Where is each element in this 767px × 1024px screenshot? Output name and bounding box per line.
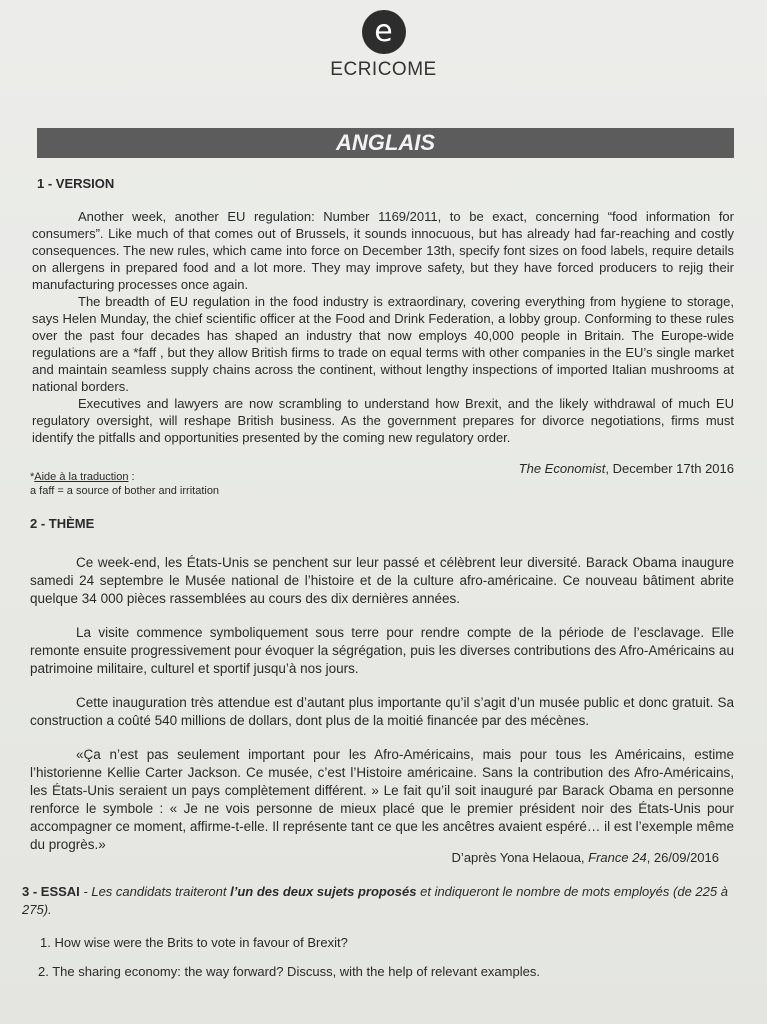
ecricome-logo [0,10,767,81]
theme-text [30,554,734,854]
essay-heading: 3 - ESSAI [22,884,80,899]
version-heading: 1 - VERSION [37,176,115,191]
translation-help [30,470,219,498]
essay-intro-end: et indiqueront le nombre de mots employés (de 225 à 275). [22,884,728,917]
logo-name: ECRICOME [330,59,437,80]
theme-paragraph: Ce week-end, les États-Unis se penchent sur leur passé et célèbrent leur diversité. Barack Obama inaugure samedi 24 septembre le Musée national de l’histoire et de la culture afro-américaine. Ce nouveau bâtiment abrite quelque 34 000 pièces rassemblées au cours des dix dernières années. [30,555,734,606]
essay-emphasis: l’un des deux sujets proposés [230,884,417,899]
version-paragraph: Executives and lawyers are now scrambling to understand how Brexit, and the likely withdrawal of much EU regulatory oversight, will reshape British business. As the government prepares for divorce negotiations, firms must identify the pitfalls and opportunities presented by the coming new regulatory order. [32,396,734,445]
version-text [32,208,734,446]
essay-question: 2. The sharing economy: the way forward? Discuss, with the help of relevant examples. [38,964,540,979]
source-date: , 26/09/2016 [646,850,719,865]
help-title: Aide à la traduction [34,471,129,483]
subject-banner: ANGLAIS [37,128,734,158]
logo-letter: e [374,14,393,49]
help-asterisk: * [30,471,35,483]
source-author: D’après Yona Helaoua, [451,850,589,865]
theme-source [452,850,719,865]
help-colon: : [128,471,135,483]
theme-paragraph: «Ça n’est pas seulement important pour les Afro-Américains, mais pour tous les Américains, estime l’historienne Kellie Carter Jackson. Ce musée, c’est l’Histoire américaine. Sans la contribution des Afro-Américains, les États-Unis seraient un pays complètement différent. » Le fait qu’il soit inauguré par Barack Obama en personne renforce le symbole : « Je ne vois personne de mieux placé que le premier président noir des États-Unis pour accompagner ce moment, affirme-t-elle. Il représente tant ce que les ancêtres avaient espéré… il est l’exemple même du progrès.» [30,747,734,852]
theme-heading: 2 - THÈME [30,516,95,531]
theme-paragraph: La visite commence symboliquement sous terre pour rendre compte de la période de l’esclavage. Elle remonte ensuite progressivement pour évoquer la ségrégation, puis les diverses contributions des Afro-Américains au patrimoine militaire, culturel et sportif jusqu’à nos jours. [30,625,734,676]
essay-question: 1. How wise were the Brits to vote in favour of Brexit? [40,935,348,950]
version-paragraph: Another week, another EU regulation: Number 1169/2011, to be exact, concerning “food information for consumers”. Like much of that comes out of Brussels, it sounds innocuous, but has already had far-reaching and costly consequences. The new rules, which came into force on December 13th, specify font sizes on food labels, require details on allergens in prepared food and a lot more. They may improve safety, but they have forced producers to rejig their manufacturing processes once again. [32,209,734,292]
logo-emblem [362,10,406,54]
source-publication: France 24 [588,850,647,865]
version-paragraph: The breadth of EU regulation in the food industry is extraordinary, covering everything from hygiene to storage, says Helen Munday, the chief scientific officer at the Food and Drink Federation, a lobby group. Conforming to these rules over the past four decades has shaped an industry that now employs 40,000 people in Britain. The Europe-wide regulations are a *faff , but they allow British firms to trade on equal terms with other companies in the EU’s single market and maintain seamless supply chains across the continent, without lengthy inspections of imported Italian mushrooms at national borders. [32,294,734,394]
help-text: a faff = a source of bother and irritation [30,485,220,497]
source-date: , December 17th 2016 [605,461,734,476]
version-source [519,461,734,476]
theme-paragraph: Cette inauguration très attendue est d’autant plus importante qu’il s’agit d’un musée public et donc gratuit. Sa construction a coûté 540 millions de dollars, dont plus de la moitié financée par des mécènes. [30,695,734,728]
source-publication: The Economist [518,461,606,476]
essay-intro: - Les candidats traiteront [79,884,231,899]
essay-instructions [22,883,742,919]
